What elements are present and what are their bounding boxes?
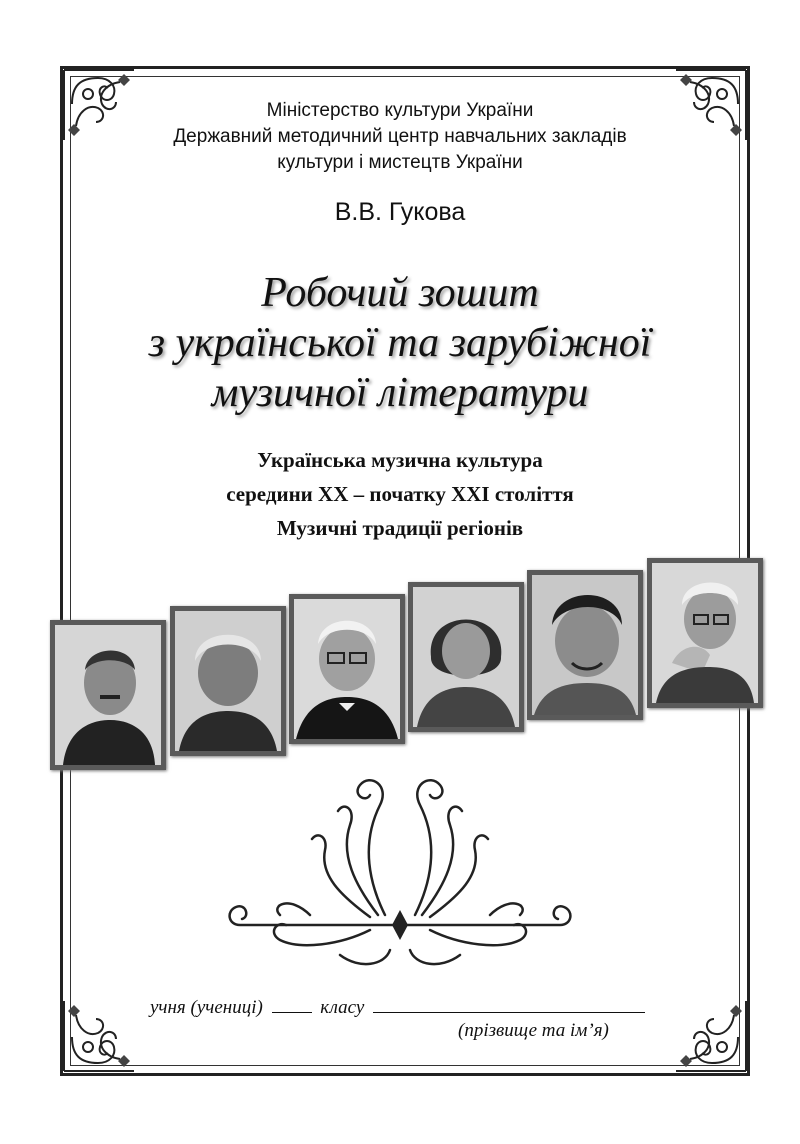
book-subtitle <box>100 443 700 545</box>
center-line: Державний методичний центр навчальних закладів <box>173 126 627 147</box>
title-line: Робочий зошит <box>261 270 539 316</box>
subtitle-line: Музичні традиції регіонів <box>276 516 524 540</box>
subtitle-line: середини XX – початку XXI століття <box>226 482 574 506</box>
corner-ornament-icon <box>58 995 140 1077</box>
portrait-photo-icon <box>408 582 524 732</box>
class-label: класу <box>320 997 365 1018</box>
publisher-block <box>100 98 700 176</box>
corner-ornament-icon <box>670 995 752 1077</box>
decorative-flourish-icon <box>220 765 580 975</box>
student-signature-line <box>150 996 645 1019</box>
subtitle-line: Українська музична культура <box>257 448 543 472</box>
portrait-photo-icon <box>289 594 405 744</box>
portrait-photo-icon <box>647 558 763 708</box>
name-caption: (прізвище та ім’я) <box>458 1020 609 1041</box>
name-blank-field[interactable] <box>373 996 645 1013</box>
title-line: з української та зарубіжної <box>148 320 652 366</box>
title-line: музичної літератури <box>211 370 589 416</box>
class-blank-field[interactable] <box>272 996 312 1013</box>
pupil-label: учня (учениці) <box>150 997 263 1018</box>
portrait-photo-icon <box>170 606 286 756</box>
ministry-line: Міністерство культури України <box>266 100 534 121</box>
portrait-photo-icon <box>527 570 643 720</box>
author-name: В.В. Гукова <box>334 198 466 226</box>
book-title <box>90 268 710 418</box>
culture-line: культури і мистецтв України <box>277 152 523 173</box>
portrait-photo-icon <box>50 620 166 770</box>
